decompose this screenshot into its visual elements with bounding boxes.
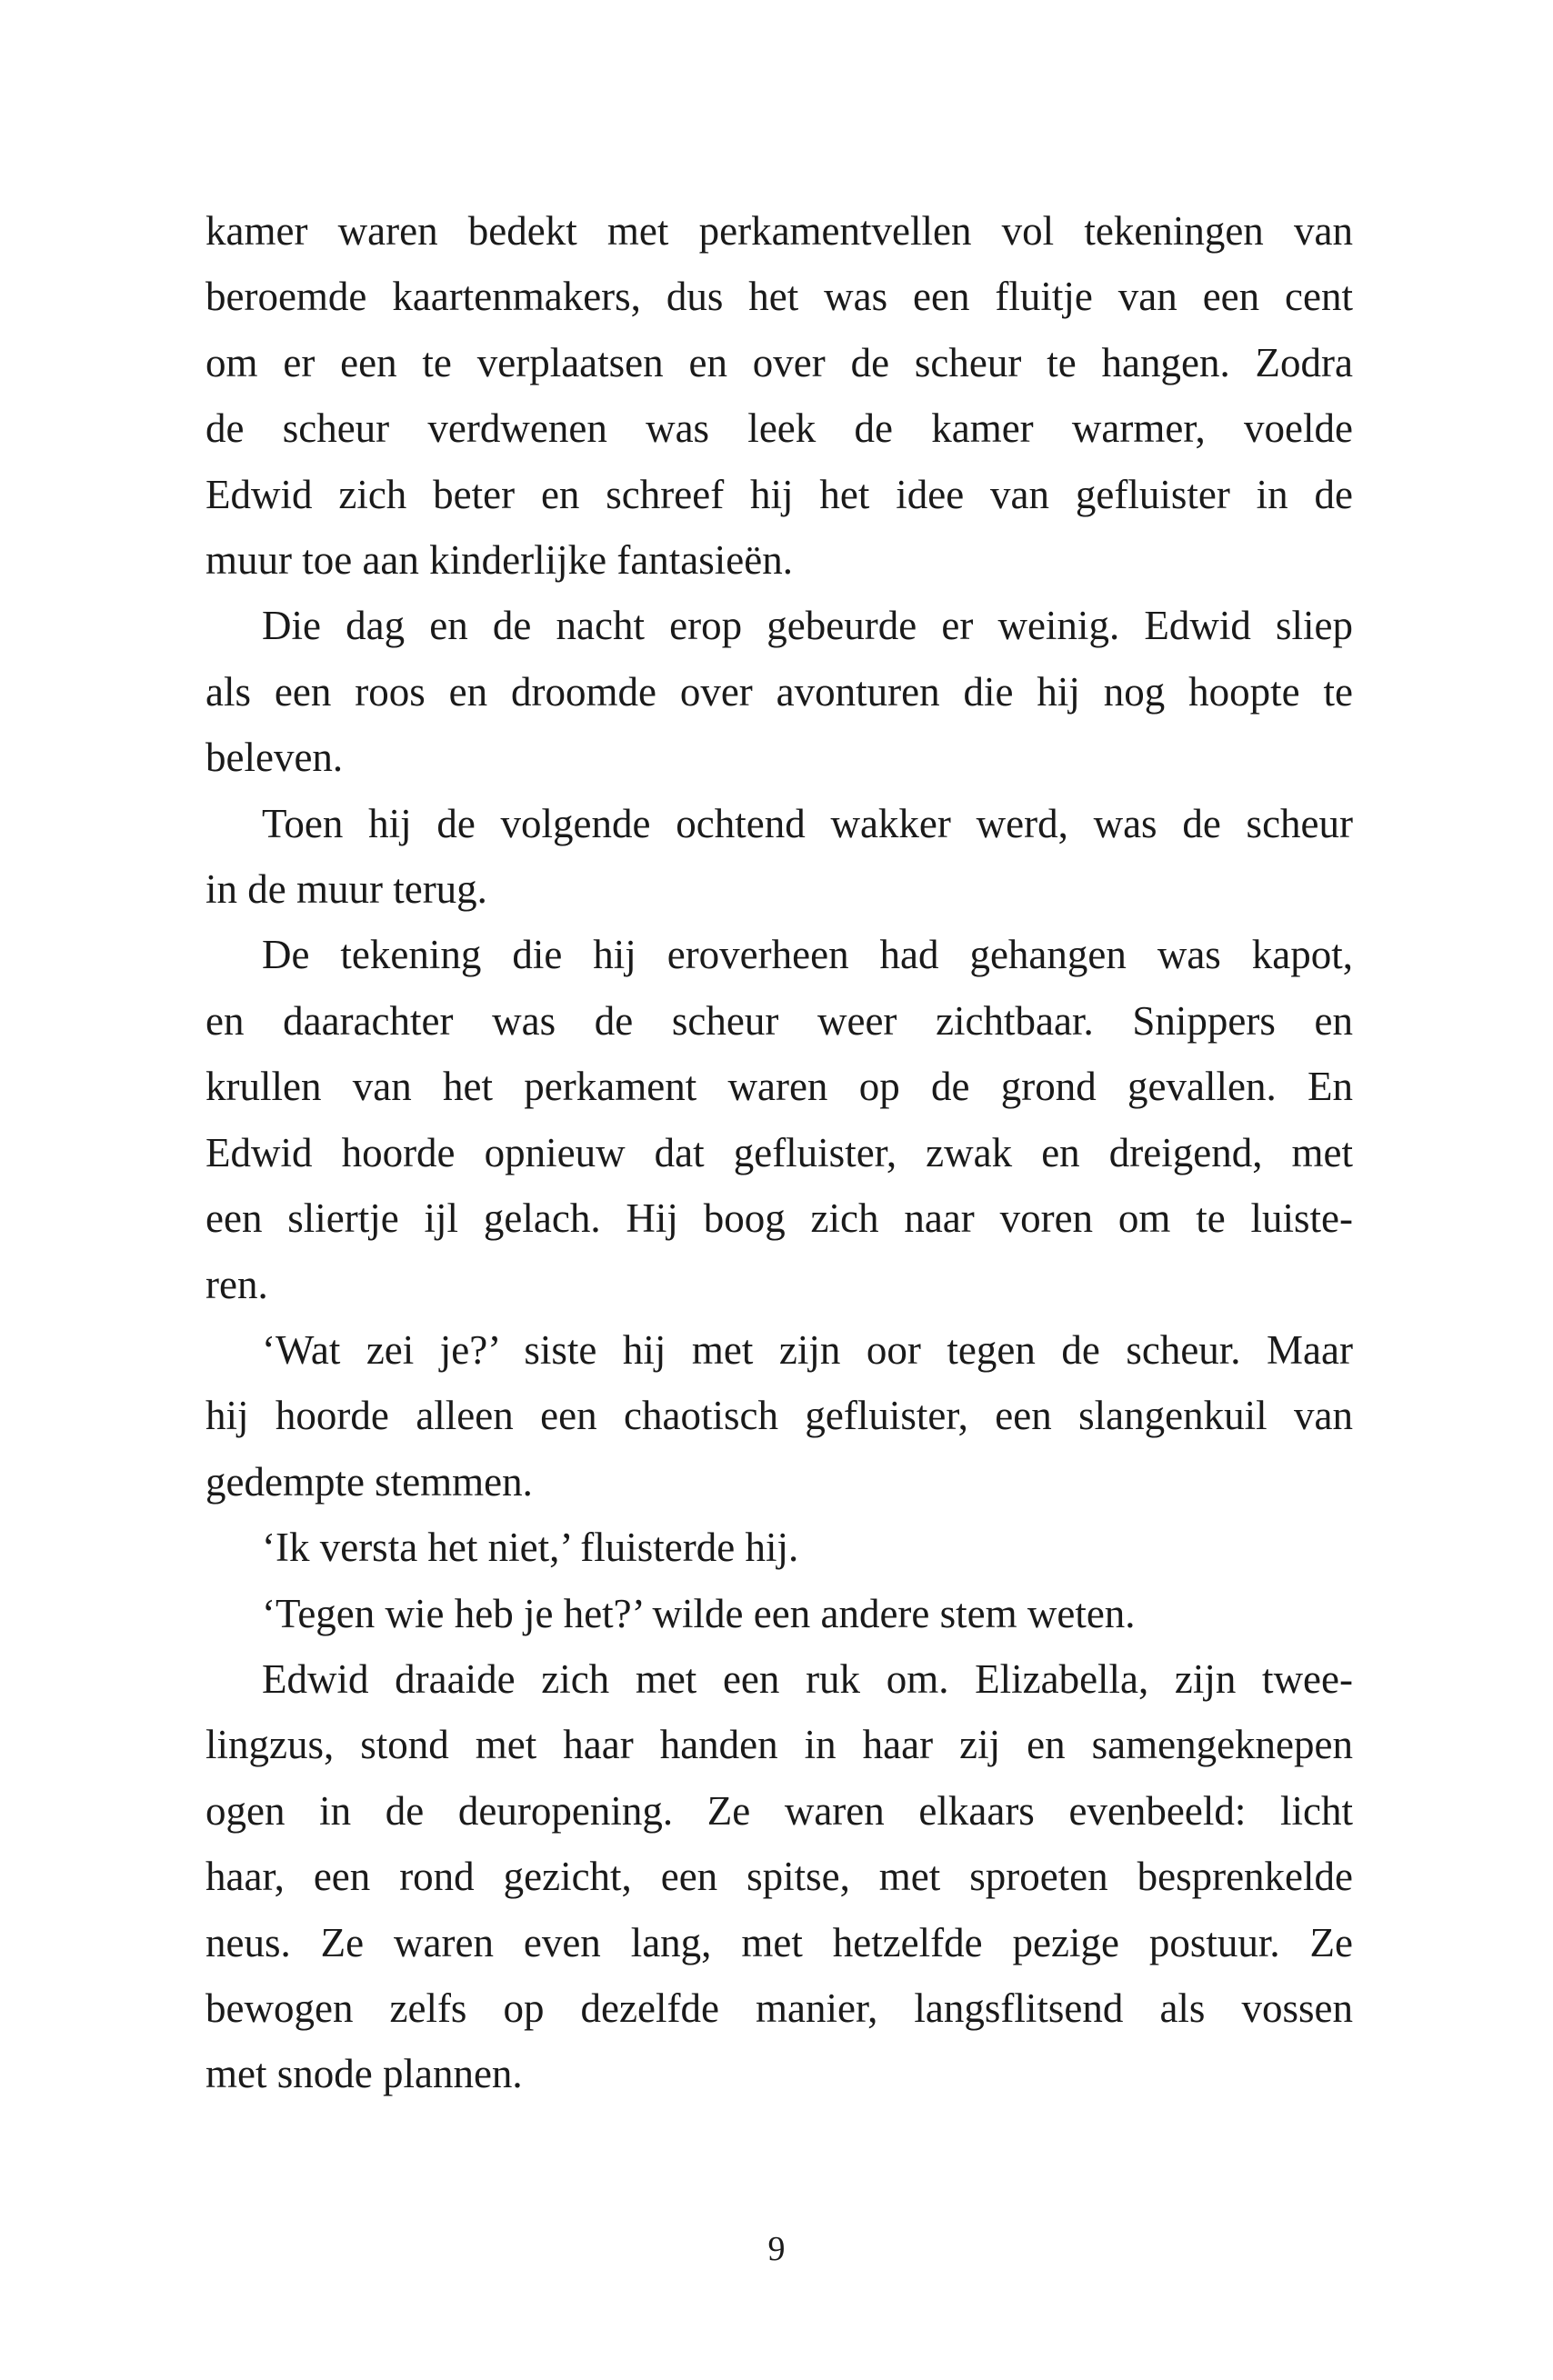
text-line: als een roos en droomde over avonturen die hij nog hoopte te <box>205 668 1353 715</box>
text-line: hij hoorde alleen een chaotisch gefluister, een slangenkuil van <box>205 1393 1353 1439</box>
text-line: ‘Tegen wie heb je het?’ wilde een andere stem weten. <box>262 1590 1136 1636</box>
text-line: neus. Ze waren even lang, met hetzelfde pezige postuur. Ze <box>205 1919 1353 1965</box>
text-line: kamer waren bedekt met perkamentvellen vol tekeningen van <box>205 208 1353 254</box>
paragraph <box>205 593 1353 790</box>
text-line: ‘Wat zei je?’ siste hij met zijn oor tegen de scheur. Maar <box>262 1326 1353 1373</box>
text-line: een sliertje ijl gelach. Hij boog zich naar voren om te luiste- <box>205 1195 1353 1242</box>
paragraph <box>205 1317 1353 1515</box>
text-line: Edwid hoorde opnieuw dat gefluister, zwak en dreigend, met <box>205 1129 1353 1175</box>
paragraph <box>205 1581 1353 1646</box>
text-line: ogen in de deuropening. Ze waren elkaars evenbeeld: licht <box>205 1787 1353 1834</box>
text-line: Edwid zich beter en schreef hij het idee van gefluister in de <box>205 471 1353 517</box>
text-line: gedempte stemmen. <box>205 1458 533 1505</box>
text-line: in de muur terug. <box>205 866 487 913</box>
text-line: De tekening die hij eroverheen had gehangen was kapot, <box>262 932 1353 978</box>
paragraph <box>205 1515 1353 1580</box>
paragraph <box>205 791 1353 923</box>
page-body <box>205 198 1353 2107</box>
text-line: haar, een rond gezicht, een spitse, met sproeten besprenkelde <box>205 1854 1353 1900</box>
text-line: Die dag en de nacht erop gebeurde er weinig. Edwid sliep <box>262 603 1353 649</box>
text-line: beroemde kaartenmakers, dus het was een fluitje van een cent <box>205 274 1353 320</box>
text-line: beleven. <box>205 735 344 781</box>
paragraph <box>205 198 1353 593</box>
text-line: krullen van het perkament waren op de grond gevallen. En <box>205 1064 1353 1110</box>
text-line: bewogen zelfs op dezelfde manier, langsflitsend als vossen <box>205 1985 1353 2031</box>
text-line: de scheur verdwenen was leek de kamer warmer, voelde <box>205 405 1353 452</box>
text-line: muur toe aan kinderlijke fantasieën. <box>205 537 793 584</box>
page-number: 9 <box>767 2230 786 2268</box>
text-line: Toen hij de volgende ochtend wakker werd, was de scheur <box>262 800 1353 846</box>
paragraph <box>205 1646 1353 2107</box>
text-line: ‘Ik versta het niet,’ fluisterde hij. <box>262 1525 799 1571</box>
text-line: om er een te verplaatsen en over de scheur te hangen. Zodra <box>205 339 1353 385</box>
text-line: lingzus, stond met haar handen in haar zij en samengeknepen <box>205 1722 1353 1768</box>
paragraph <box>205 922 1353 1316</box>
text-line: en daarachter was de scheur weer zichtbaar. Snippers en <box>205 997 1353 1044</box>
text-line: Edwid draaide zich met een ruk om. Elizabella, zijn twee- <box>262 1655 1353 1702</box>
text-line: ren. <box>205 1261 268 1307</box>
text-line: met snode plannen. <box>205 2051 523 2097</box>
